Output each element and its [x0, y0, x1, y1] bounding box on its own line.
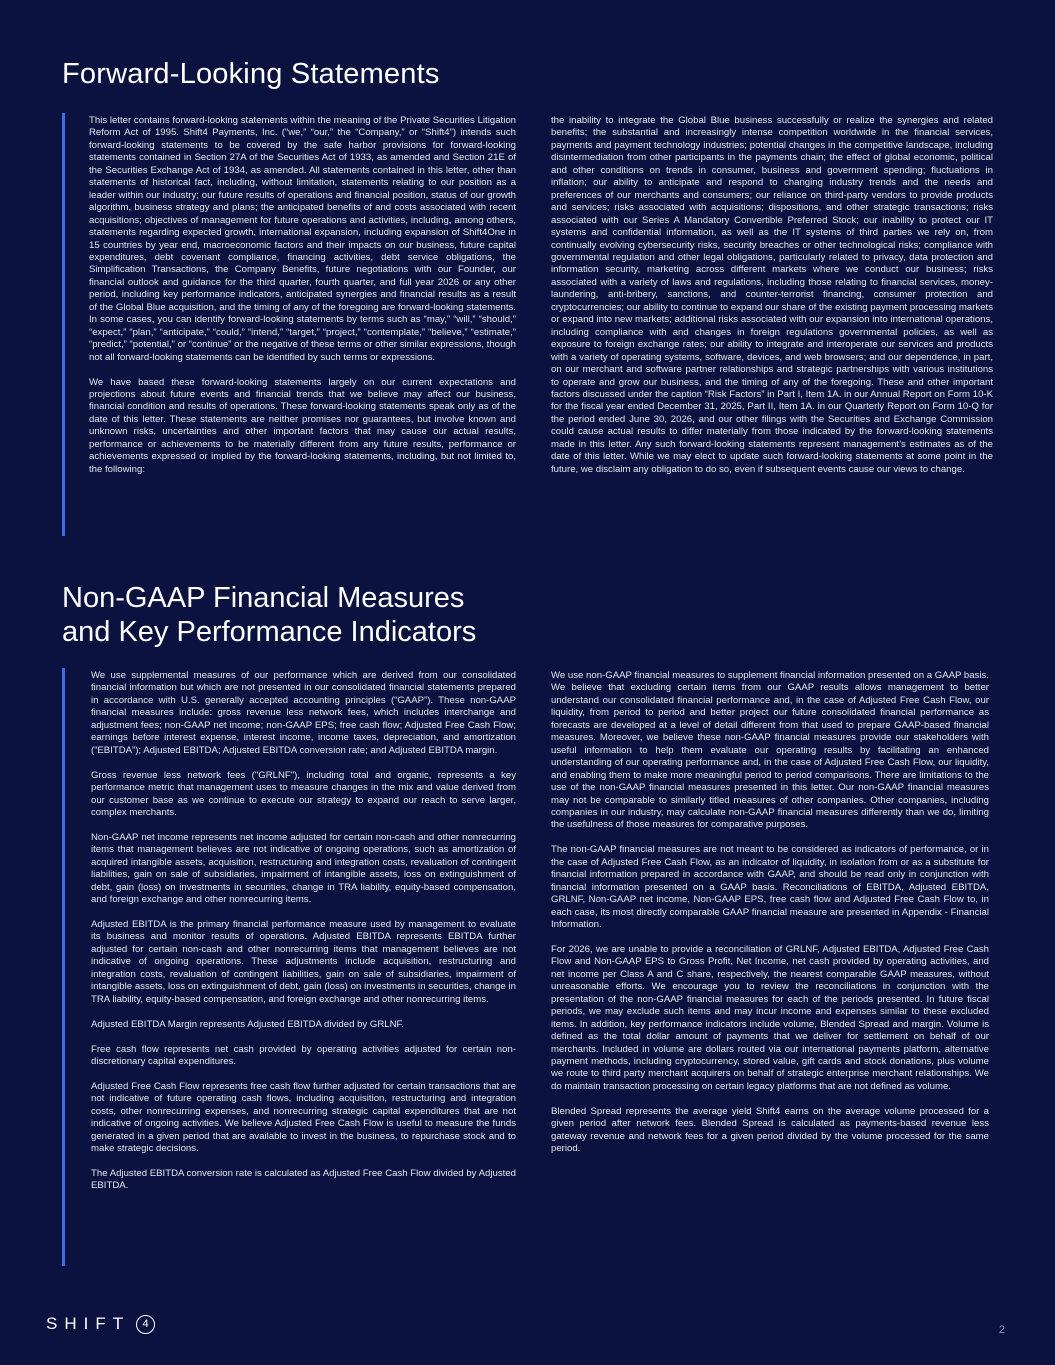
page-number: 2	[998, 1324, 1005, 1336]
paragraph: We use non-GAAP financial measures to supplement financial information presented on a GAAP basis. We believe that excluding certain items from our GAAP results allows management to better understand our consolidated financial performance and, in the case of Adjusted Free Cash Flow, our liquidity, from period to period and better project our future consolidated financial performance as forecasts are developed at a level of detail different from that used to prepare GAAP-based financial measures. Moreover, we believe these non-GAAP financial measures provide our stakeholders with useful information to help them evaluate our operating results by facilitating an enhanced understanding of our operating performance and, in the case of Adjusted Free Cash Flow, our liquidity, and enabling them to make more meaningful period to period comparisons. There are limitations to the use of the non-GAAP financial measures presented in this letter. Our non-GAAP financial measures may not be comparable to similarly titled measures of other companies. Other companies, including companies in our industry, may calculate non-GAAP financial measures differently than we do, limiting the usefulness of those measures for comparative purposes.	[551, 670, 989, 831]
logo-wordmark: SHIFT	[46, 1314, 131, 1333]
logo-circle-mark: 4	[136, 1315, 155, 1334]
paragraph: Blended Spread represents the average yield Shift4 earns on the average volume processed for a given period after network fees. Blended Spread is calculated as payments-based revenue less gateway revenue and network fees for a given period divided by the volume processed for the same period.	[551, 1105, 989, 1155]
paragraph: Adjusted Free Cash Flow represents free cash flow further adjusted for certain transactions that are not indicative of future operating cash flows, including acquisition, restructuring and integration costs, other nonrecurring expenses, and nonrecurring strategic capital expenditures that are not indicative of ongoing activities. We believe Adjusted Free Cash Flow is useful to measure the funds generated in a given period that are available to invest in the business, to repurchase stock and to make strategic decisions.	[91, 1080, 516, 1155]
non-gaap-title-line1: Non-GAAP Financial Measures	[62, 582, 465, 614]
paragraph: The Adjusted EBITDA conversion rate is calculated as Adjusted Free Cash Flow divided by Adjusted EBITDA.	[91, 1168, 516, 1192]
paragraph: Adjusted EBITDA Margin represents Adjusted EBITDA divided by GRLNF.	[91, 1018, 405, 1030]
non-gaap-left-column	[91, 670, 516, 1193]
forward-looking-left-column	[89, 115, 516, 476]
paragraph: Free cash flow represents net cash provided by operating activities adjusted for certain non-discretionary capital expenditures.	[91, 1043, 516, 1067]
forward-looking-right-column	[551, 115, 993, 476]
paragraph: For 2026, we are unable to provide a reconciliation of GRLNF, Adjusted EBITDA, Adjusted Free Cash Flow and Non-GAAP EPS to Gross Profit, Net Income, net cash provided by operating activities, and net income per Class A and C share, respectively, the nearest comparable GAAP measures, without unreasonable efforts. We encourage you to review the reconciliations in conjunction with the presentation of the non-GAAP financial measures for each of the periods presented. In future fiscal periods, we may exclude such items and may incur income and expenses similar to these excluded items. In addition, key performance indicators include volume, Blended Spread and margin. Volume is defined as the total dollar amount of payments that we deliver for settlement on behalf of our merchants. Included in volume are dollars routed via our international payments platform, alternative payment methods, including cryptocurrency, stored value, gift cards and stock donations, plus volume we route to third party merchant acquirers on behalf of strategic enterprise merchant relationships. We do maintain transaction processing on certain legacy platforms that are not defined as volume.	[551, 943, 989, 1092]
shift4-logo	[46, 1314, 155, 1334]
accent-bar	[62, 668, 65, 1266]
non-gaap-right-column	[551, 670, 989, 1156]
paragraph: This letter contains forward-looking statements within the meaning of the Private Securities Litigation Reform Act of 1995. Shift4 Payments, Inc. (“we,” “our,” the “Company,” or “Shift4”) intends such forward-looking statements to be covered by the safe harbor provisions for forward-looking statements contained in Section 27A of the Securities Act of 1933, as amended and Section 21E of the Securities Exchange Act of 1934, as amended. All statements contained in this letter, other than statements of historical fact, including, without limitation, statements relating to our position as a leader within our industry; our future results of operations and financial position, status of our growth algorithm, business strategy and plans; the anticipated benefits of and costs associated with recent acquisitions; objectives of management for future operations and activities, including, among others, statements regarding expected growth, international expansion, including expansion of Shift4One in 15 countries by year end, macroeconomic factors and their impacts on our business, future capital expenditures, debt covenant compliance, financing activities, debt service obligations, the Simplification Transactions, the Company Benefits, future negotiations with our Founder, our financial outlook and guidance for the third quarter, fourth quarter, and full year 2026 or any other period, including key performance indicators, anticipated synergies and financial results as a result of the Global Blue acquisition, and the timing of any of the foregoing are forward-looking statements. In some cases, you can identify forward-looking statements by terms such as “may,” “will,” “should,” “expect,” “plan,” “anticipate,” “could,” “intend,” “target,” “project,” “contemplate,” “believe,” “estimate,” “predict,” “potential,” or “continue” or the negative of these terms or other similar expressions, though not all forward-looking statements can be identified by such terms or expressions.	[89, 115, 516, 363]
non-gaap-title	[62, 581, 476, 649]
paragraph: We use supplemental measures of our performance which are derived from our consolidated financial information but which are not presented in our consolidated financial statements prepared in accordance with U.S. generally accepted accounting principles (“GAAP”). These non-GAAP financial measures include: gross revenue less network fees, which includes interchange and adjustment fees; non-GAAP net income; non-GAAP EPS; free cash flow; Adjusted Free Cash Flow; earnings before interest expense, interest income, income taxes, depreciation, and amortization (“EBITDA”); Adjusted EBITDA; Adjusted EBITDA conversion rate; and Adjusted EBITDA margin.	[91, 670, 516, 756]
accent-bar	[62, 113, 65, 536]
paragraph: The non-GAAP financial measures are not meant to be considered as indicators of performance, or in the case of Adjusted Free Cash Flow, as an indicator of liquidity, in isolation from or as a substitute for financial information prepared in accordance with GAAP, and should be read only in conjunction with financial information presented on a GAAP basis. Reconciliations of EBITDA, Adjusted EBITDA, GRLNF, Non-GAAP net income, Non-GAAP EPS, free cash flow and Adjusted Free Cash Flow to, in each case, its most directly comparable GAAP financial measure are presented in Appendix - Financial Information.	[551, 844, 989, 931]
paragraph: Adjusted EBITDA is the primary financial performance measure used by management to evaluate its business and monitor results of operations. Adjusted EBITDA represents EBITDA further adjusted for certain non-cash and other nonrecurring items that management believes are not indicative of ongoing operations. These adjustments include acquisition, restructuring and integration costs, revaluation of contingent liabilities, gain on sale of subsidiaries, impairment of intangible assets, loss on extinguishment of debt, gain (loss) on investments in securities, change in TRA liability, equity-based compensation, and foreign exchange and other nonrecurring items.	[91, 919, 516, 1005]
paragraph: Non-GAAP net income represents net income adjusted for certain non-cash and other nonrecurring items that management believes are not indicative of ongoing operations, such as amortization of acquired intangible assets, acquisition, restructuring and integration costs, revaluation of contingent liabilities, gain on sale of subsidiaries, impairment of intangible assets, loss on extinguishment of debt, gain (loss) on investments in securities, change in TRA liability, equity-based compensation, and foreign exchange and other nonrecurring items.	[91, 831, 516, 906]
paragraph: Gross revenue less network fees ("GRLNF"), including total and organic, represents a key performance metric that management uses to measure changes in the mix and value derived from our customer base as we continue to execute our strategy to expand our reach to serve larger, complex merchants.	[91, 769, 516, 818]
forward-looking-title: Forward-Looking Statements	[62, 58, 440, 90]
paragraph: the inability to integrate the Global Blue business successfully or realize the synergies and related benefits; the substantial and increasingly intense competition worldwide in the financial services, payments and payment technology industries; potential changes in the competitive landscape, including disintermediation from other participants in the payments chain; the effect of global economic, political and other conditions on trends in consumer, business and government spending; fluctuations in inflation; our ability to anticipate and respond to changing industry trends and the needs and preferences of our merchants and consumers; our reliance on third-party vendors to provide products and services; risks associated with acquisitions; dispositions, and other strategic transactions; risks associated with our Series A Mandatory Convertible Preferred Stock; our inability to protect our IT systems and confidential information, as well as the IT systems of third parties we rely on, from continually evolving cybersecurity risks, security breaches or other technological risks; compliance with governmental regulation and other legal obligations, particularly related to privacy, data protection and information security, marketing across different markets where we conduct our business; risks associated with a variety of laws and regulations, including those relating to financial services, money-laundering, anti-bribery, sanctions, and counter-terrorist financing, consumer protection and cryptocurrencies; our ability to continue to expand our share of the existing payment processing markets or expand into new markets; additional risks associated with our expansion into international operations, including compliance with and changes in foreign regulations governmental policies, as well as exposure to foreign exchange rates; our ability to integrate and interoperate our services and products with a variety of operating systems, software, devices, and web browsers; and our dependence, in part, on our merchant and software partner relationships and strategic partnerships with various institutions to operate and grow our business, and the timing of any of the foregoing. These and other important factors discussed under the caption “Risk Factors” in Part I, Item 1A. in our Annual Report on Form 10-K for the fiscal year ended December 31, 2025, Part II, Item 1A. in our Quarterly Report on Form 10-Q for the period ended June 30, 2026, and our other filings with the Securities and Exchange Commission could cause actual results to differ materially from those indicated by the forward-looking statements made in this letter. Any such forward-looking statements represent management’s estimates as of the date of this letter. While we may elect to update such forward-looking statements at some point in the future, we disclaim any obligation to do so, even if subsequent events cause our views to change.	[551, 115, 993, 475]
non-gaap-title-line2: and Key Performance Indicators	[62, 616, 477, 648]
paragraph: We have based these forward-looking statements largely on our current expectations and projections about future events and financial trends that we believe may affect our business, financial condition and results of operations. These forward-looking statements speak only as of the date of this letter. These statements are neither promises nor guarantees, but involve known and unknown risks, uncertainties and other important factors that may cause our actual results, performance or achievements to be materially different from any future results, performance or achievements expressed or implied by the forward-looking statements, including, but not limited to, the following:	[89, 376, 516, 475]
